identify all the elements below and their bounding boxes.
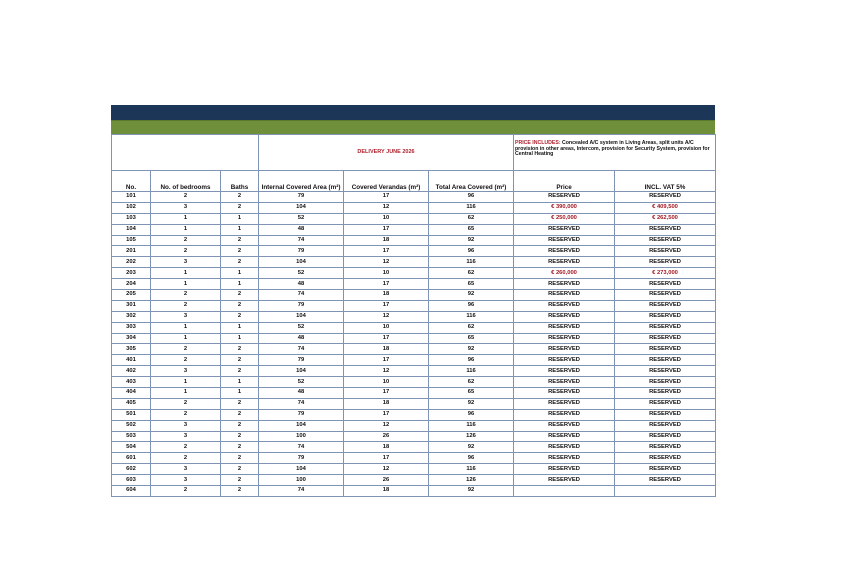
column-header: Total Area Covered (m²): [429, 171, 514, 192]
cell-vat: RESERVED: [615, 246, 716, 257]
cell-total: 96: [429, 192, 514, 203]
cell-internal: 48: [259, 279, 344, 290]
cell-internal: 104: [259, 257, 344, 268]
cell-total: 96: [429, 355, 514, 366]
cell-price: RESERVED: [514, 366, 615, 377]
cell-no: 403: [112, 377, 151, 388]
cell-no: 303: [112, 322, 151, 333]
cell-verandas: 26: [344, 475, 429, 486]
cell-price: RESERVED: [514, 257, 615, 268]
cell-verandas: 17: [344, 333, 429, 344]
cell-total: 126: [429, 475, 514, 486]
table-row: [112, 344, 716, 355]
column-header: Baths: [221, 171, 259, 192]
cell-vat: RESERVED: [615, 377, 716, 388]
cell-vat: € 262,500: [615, 213, 716, 224]
cell-no: 503: [112, 431, 151, 442]
table-row: [112, 224, 716, 235]
cell-no: 302: [112, 311, 151, 322]
cell-vat: RESERVED: [615, 366, 716, 377]
cell-bedrooms: 2: [151, 409, 221, 420]
cell-vat: RESERVED: [615, 257, 716, 268]
cell-no: 203: [112, 268, 151, 279]
cell-internal: 100: [259, 431, 344, 442]
table-row: [112, 486, 716, 497]
cell-bedrooms: 1: [151, 322, 221, 333]
cell-verandas: 17: [344, 388, 429, 399]
delivery-date: DELIVERY JUNE 2026: [259, 135, 514, 171]
cell-bedrooms: 1: [151, 377, 221, 388]
cell-vat: RESERVED: [615, 442, 716, 453]
cell-verandas: 17: [344, 246, 429, 257]
cell-bedrooms: 2: [151, 246, 221, 257]
table-row: [112, 202, 716, 213]
column-header: Price: [514, 171, 615, 192]
cell-price: RESERVED: [514, 398, 615, 409]
cell-bedrooms: 1: [151, 279, 221, 290]
cell-vat: € 409,500: [615, 202, 716, 213]
cell-verandas: 17: [344, 192, 429, 203]
cell-no: 102: [112, 202, 151, 213]
column-header: No.: [112, 171, 151, 192]
cell-internal: 74: [259, 290, 344, 301]
cell-bedrooms: 2: [151, 300, 221, 311]
cell-price: [514, 486, 615, 497]
table-row: [112, 388, 716, 399]
cell-vat: RESERVED: [615, 344, 716, 355]
cell-no: 502: [112, 420, 151, 431]
cell-price: RESERVED: [514, 235, 615, 246]
price-list-sheet: [111, 105, 715, 497]
cell-baths: 2: [221, 475, 259, 486]
cell-verandas: 18: [344, 235, 429, 246]
cell-bedrooms: 1: [151, 224, 221, 235]
cell-baths: 2: [221, 442, 259, 453]
cell-vat: RESERVED: [615, 290, 716, 301]
cell-price: RESERVED: [514, 453, 615, 464]
cell-internal: 74: [259, 442, 344, 453]
cell-bedrooms: 2: [151, 398, 221, 409]
table-row: [112, 398, 716, 409]
cell-price: RESERVED: [514, 279, 615, 290]
column-header: No. of bedrooms: [151, 171, 221, 192]
table-row: [112, 420, 716, 431]
cell-baths: 1: [221, 333, 259, 344]
cell-price: RESERVED: [514, 442, 615, 453]
cell-internal: 79: [259, 192, 344, 203]
cell-bedrooms: 3: [151, 464, 221, 475]
cell-no: 603: [112, 475, 151, 486]
cell-vat: RESERVED: [615, 192, 716, 203]
cell-bedrooms: 2: [151, 344, 221, 355]
cell-verandas: 10: [344, 377, 429, 388]
cell-internal: 74: [259, 344, 344, 355]
cell-bedrooms: 1: [151, 213, 221, 224]
column-header: INCL. VAT 5%: [615, 171, 716, 192]
cell-total: 62: [429, 377, 514, 388]
cell-baths: 1: [221, 268, 259, 279]
cell-vat: [615, 486, 716, 497]
cell-vat: RESERVED: [615, 431, 716, 442]
cell-vat: RESERVED: [615, 475, 716, 486]
table-row: [112, 442, 716, 453]
cell-bedrooms: 3: [151, 366, 221, 377]
cell-bedrooms: 3: [151, 257, 221, 268]
cell-bedrooms: 2: [151, 453, 221, 464]
cell-bedrooms: 1: [151, 268, 221, 279]
cell-vat: RESERVED: [615, 224, 716, 235]
table-row: [112, 311, 716, 322]
table-row: [112, 366, 716, 377]
table-row: [112, 235, 716, 246]
cell-total: 96: [429, 409, 514, 420]
table-row: [112, 475, 716, 486]
cell-baths: 1: [221, 377, 259, 388]
cell-verandas: 12: [344, 366, 429, 377]
cell-internal: 74: [259, 235, 344, 246]
cell-baths: 2: [221, 486, 259, 497]
table-row: [112, 377, 716, 388]
cell-vat: RESERVED: [615, 333, 716, 344]
cell-bedrooms: 2: [151, 192, 221, 203]
cell-price: RESERVED: [514, 388, 615, 399]
cell-verandas: 10: [344, 213, 429, 224]
cell-vat: RESERVED: [615, 409, 716, 420]
cell-no: 501: [112, 409, 151, 420]
cell-baths: 2: [221, 420, 259, 431]
cell-internal: 52: [259, 322, 344, 333]
cell-verandas: 17: [344, 409, 429, 420]
cell-bedrooms: 1: [151, 333, 221, 344]
cell-total: 62: [429, 322, 514, 333]
cell-baths: 2: [221, 409, 259, 420]
cell-total: 92: [429, 486, 514, 497]
cell-baths: 2: [221, 366, 259, 377]
cell-total: 116: [429, 311, 514, 322]
cell-total: 96: [429, 453, 514, 464]
cell-vat: RESERVED: [615, 388, 716, 399]
table-row: [112, 246, 716, 257]
cell-total: 96: [429, 300, 514, 311]
cell-baths: 2: [221, 300, 259, 311]
cell-internal: 100: [259, 475, 344, 486]
cell-internal: 74: [259, 486, 344, 497]
cell-total: 65: [429, 333, 514, 344]
table-row: [112, 257, 716, 268]
table-row: [112, 333, 716, 344]
cell-verandas: 12: [344, 311, 429, 322]
cell-verandas: 12: [344, 257, 429, 268]
cell-price: RESERVED: [514, 333, 615, 344]
cell-price: RESERVED: [514, 420, 615, 431]
cell-baths: 2: [221, 398, 259, 409]
cell-total: 116: [429, 366, 514, 377]
cell-vat: RESERVED: [615, 453, 716, 464]
table-row: [112, 213, 716, 224]
cell-baths: 1: [221, 224, 259, 235]
cell-total: 92: [429, 398, 514, 409]
cell-verandas: 18: [344, 290, 429, 301]
cell-bedrooms: 1: [151, 388, 221, 399]
cell-verandas: 18: [344, 486, 429, 497]
cell-bedrooms: 3: [151, 311, 221, 322]
table-row: [112, 431, 716, 442]
cell-no: 604: [112, 486, 151, 497]
cell-price: RESERVED: [514, 377, 615, 388]
cell-no: 201: [112, 246, 151, 257]
cell-internal: 48: [259, 224, 344, 235]
cell-total: 92: [429, 344, 514, 355]
cell-total: 116: [429, 420, 514, 431]
cell-internal: 79: [259, 300, 344, 311]
cell-vat: RESERVED: [615, 235, 716, 246]
cell-total: 96: [429, 246, 514, 257]
cell-total: 92: [429, 235, 514, 246]
cell-verandas: 17: [344, 279, 429, 290]
cell-bedrooms: 2: [151, 355, 221, 366]
cell-no: 401: [112, 355, 151, 366]
cell-baths: 2: [221, 202, 259, 213]
cell-verandas: 17: [344, 300, 429, 311]
price-table: [111, 134, 716, 497]
table-row: [112, 268, 716, 279]
cell-internal: 79: [259, 355, 344, 366]
cell-price: € 260,000: [514, 268, 615, 279]
cell-total: 116: [429, 257, 514, 268]
table-row: [112, 464, 716, 475]
cell-no: 601: [112, 453, 151, 464]
cell-price: RESERVED: [514, 311, 615, 322]
cell-baths: 1: [221, 279, 259, 290]
column-header: Internal Covered Area (m²): [259, 171, 344, 192]
table-row: [112, 322, 716, 333]
cell-price: RESERVED: [514, 246, 615, 257]
cell-bedrooms: 2: [151, 442, 221, 453]
cell-vat: RESERVED: [615, 398, 716, 409]
cell-internal: 104: [259, 202, 344, 213]
cell-no: 104: [112, 224, 151, 235]
cell-baths: 1: [221, 213, 259, 224]
price-includes-label: PRICE INCLUDES:: [515, 140, 561, 146]
table-row: [112, 355, 716, 366]
cell-price: RESERVED: [514, 409, 615, 420]
table-row: [112, 192, 716, 203]
cell-internal: 52: [259, 268, 344, 279]
cell-bedrooms: 3: [151, 202, 221, 213]
cell-no: 105: [112, 235, 151, 246]
cell-price: RESERVED: [514, 224, 615, 235]
header-band-green: [111, 120, 715, 134]
cell-price: € 250,000: [514, 213, 615, 224]
cell-total: 126: [429, 431, 514, 442]
cell-total: 65: [429, 388, 514, 399]
cell-no: 304: [112, 333, 151, 344]
price-includes-text: Concealed A/C system in Living Areas, split units A/C provision in other areas, Intercom, provision for Security System, provision for Central Heating: [515, 140, 710, 158]
cell-no: 101: [112, 192, 151, 203]
cell-internal: 104: [259, 464, 344, 475]
cell-vat: RESERVED: [615, 279, 716, 290]
cell-no: 305: [112, 344, 151, 355]
cell-vat: € 273,000: [615, 268, 716, 279]
cell-internal: 48: [259, 333, 344, 344]
cell-baths: 2: [221, 355, 259, 366]
cell-total: 65: [429, 224, 514, 235]
cell-price: RESERVED: [514, 192, 615, 203]
table-row: [112, 409, 716, 420]
cell-no: 103: [112, 213, 151, 224]
cell-no: 404: [112, 388, 151, 399]
cell-internal: 79: [259, 453, 344, 464]
cell-verandas: 17: [344, 355, 429, 366]
cell-price: RESERVED: [514, 464, 615, 475]
header-band-navy: [111, 105, 715, 120]
cell-internal: 74: [259, 398, 344, 409]
column-header-row: [112, 171, 716, 192]
cell-internal: 104: [259, 311, 344, 322]
cell-total: 62: [429, 213, 514, 224]
cell-no: 402: [112, 366, 151, 377]
cell-bedrooms: 3: [151, 431, 221, 442]
cell-verandas: 12: [344, 420, 429, 431]
cell-baths: 2: [221, 246, 259, 257]
cell-vat: RESERVED: [615, 355, 716, 366]
cell-verandas: 12: [344, 202, 429, 213]
cell-no: 504: [112, 442, 151, 453]
cell-total: 116: [429, 464, 514, 475]
cell-baths: 2: [221, 344, 259, 355]
cell-vat: RESERVED: [615, 464, 716, 475]
cell-verandas: 10: [344, 268, 429, 279]
cell-total: 65: [429, 279, 514, 290]
cell-baths: 2: [221, 257, 259, 268]
cell-no: 405: [112, 398, 151, 409]
cell-internal: 104: [259, 366, 344, 377]
cell-baths: 2: [221, 453, 259, 464]
cell-verandas: 10: [344, 322, 429, 333]
cell-verandas: 12: [344, 464, 429, 475]
cell-internal: 104: [259, 420, 344, 431]
cell-no: 602: [112, 464, 151, 475]
cell-verandas: 18: [344, 398, 429, 409]
table-row: [112, 453, 716, 464]
cell-no: 205: [112, 290, 151, 301]
cell-baths: 1: [221, 388, 259, 399]
cell-verandas: 26: [344, 431, 429, 442]
cell-internal: 52: [259, 377, 344, 388]
cell-baths: 2: [221, 290, 259, 301]
cell-price: RESERVED: [514, 355, 615, 366]
cell-verandas: 18: [344, 442, 429, 453]
cell-price: RESERVED: [514, 475, 615, 486]
cell-bedrooms: 2: [151, 486, 221, 497]
cell-baths: 2: [221, 235, 259, 246]
cell-total: 62: [429, 268, 514, 279]
cell-verandas: 18: [344, 344, 429, 355]
table-row: [112, 279, 716, 290]
cell-vat: RESERVED: [615, 311, 716, 322]
cell-bedrooms: 3: [151, 475, 221, 486]
cell-internal: 52: [259, 213, 344, 224]
price-includes-note: [514, 135, 716, 171]
cell-bedrooms: 2: [151, 290, 221, 301]
info-blank-cell: [112, 135, 259, 171]
cell-bedrooms: 3: [151, 420, 221, 431]
cell-internal: 79: [259, 246, 344, 257]
cell-verandas: 17: [344, 224, 429, 235]
table-row: [112, 290, 716, 301]
cell-baths: 1: [221, 322, 259, 333]
info-row: [112, 135, 716, 171]
table-row: [112, 300, 716, 311]
cell-internal: 79: [259, 409, 344, 420]
cell-total: 116: [429, 202, 514, 213]
cell-vat: RESERVED: [615, 420, 716, 431]
cell-no: 204: [112, 279, 151, 290]
cell-verandas: 17: [344, 453, 429, 464]
cell-baths: 2: [221, 464, 259, 475]
cell-total: 92: [429, 290, 514, 301]
cell-baths: 2: [221, 431, 259, 442]
cell-vat: RESERVED: [615, 300, 716, 311]
cell-no: 202: [112, 257, 151, 268]
cell-price: RESERVED: [514, 322, 615, 333]
cell-total: 92: [429, 442, 514, 453]
cell-price: RESERVED: [514, 344, 615, 355]
cell-no: 301: [112, 300, 151, 311]
cell-price: RESERVED: [514, 300, 615, 311]
cell-bedrooms: 2: [151, 235, 221, 246]
cell-baths: 2: [221, 192, 259, 203]
cell-baths: 2: [221, 311, 259, 322]
cell-vat: RESERVED: [615, 322, 716, 333]
cell-price: RESERVED: [514, 290, 615, 301]
column-header: Covered Verandas (m²): [344, 171, 429, 192]
cell-price: € 390,000: [514, 202, 615, 213]
cell-internal: 48: [259, 388, 344, 399]
cell-price: RESERVED: [514, 431, 615, 442]
